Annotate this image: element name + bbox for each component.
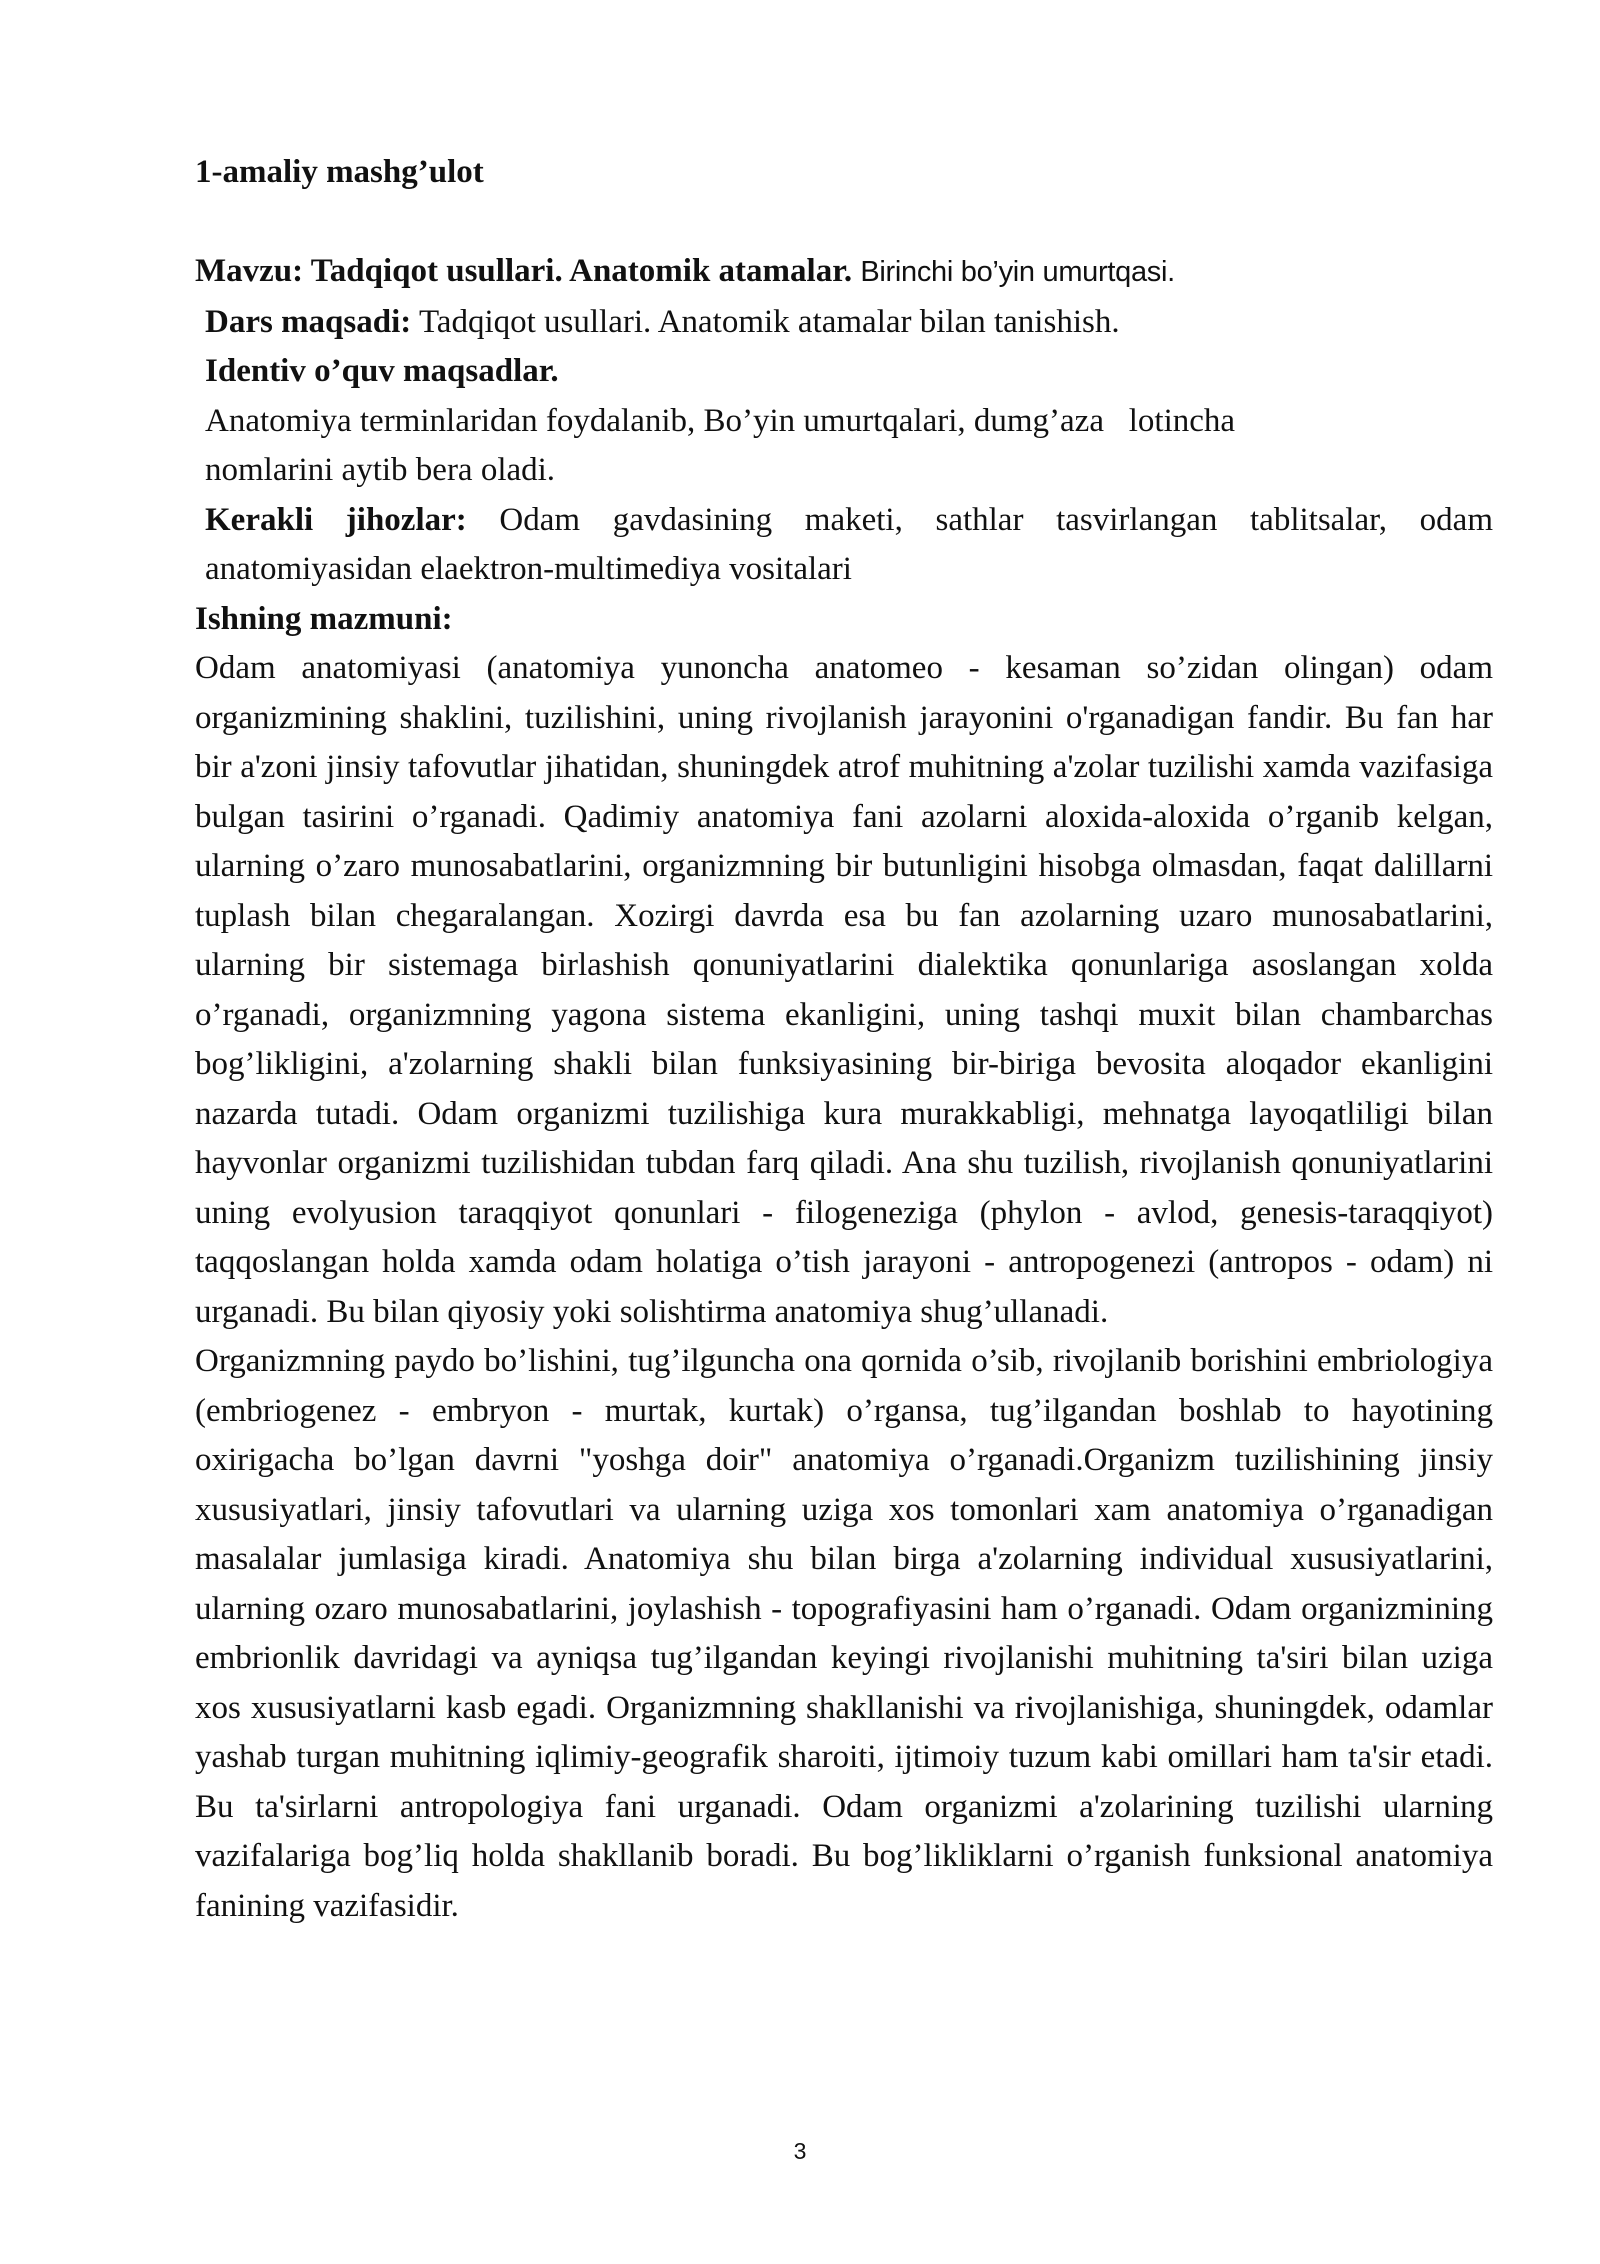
- learning-objectives-line1: Anatomiya terminlaridan foydalanib, Bo’yin umurtqalari, dumg’aza lotincha: [205, 402, 1236, 439]
- lesson-goal-label: Dars maqsadi:: [205, 303, 412, 340]
- topic-text: Birinchi bo’yin umurtqasi.: [860, 256, 1175, 288]
- page-heading: 1-amaliy mashg’ulot: [195, 154, 484, 190]
- equipment-label: Kerakli jihozlar:: [205, 501, 467, 538]
- content-paragraph-2: Organizmning paydo bo’lishini, tug’ilguncha ona qornida o’sib, rivojlanib borishini embriologiya (embriogenez - embryon - murtak, kurtak) o’rgansa, tug’ilgandan boshlab to hayotining oxirigacha bo’lgan davrni "yoshga doir" anatomiya o’rganadi.Organizm tuzilishining jinsiy xususiyatlari, jinsiy tafovutlari va ularning uziga xos tomonlari xam anatomiya o’rganadigan masalalar jumlasiga kiradi. Anatomiya shu bilan birga a'zolarning individual xususiyatlarini, ularning ozaro munosabatlarini, joylashish - topografiyasini ham o’rganadi. Odam organizmining embrionlik davridagi va ayniqsa tug’ilgandan keyingi rivojlanishi muhitning ta'siri bilan uziga xos xususiyatlarni kasb egadi. Organizmning shakllanishi va rivojlanishiga, shuningdek, odamlar yashab turgan muhitning iqlimiy-geografik sharoiti, ijtimoiy tuzum kabi omillari ham ta'sir etadi. Bu ta'sirlarni antropologiya fani urganadi. Odam organizmi a'zolarining tuzilishi ularning vazifalariga bog’liq holda shakllanib boradi. Bu bog’likliklarni o’rganish funksional anatomiya fanining vazifasidir.: [195, 1343, 1493, 1924]
- equipment-text: Odam gavdasining maketi, sathlar tasvirlangan tablitsalar, odam anatomiyasidan elaektron-multimediya vositalari: [205, 501, 1493, 587]
- lesson-goal-line: [195, 298, 1493, 348]
- content-label: Ishning mazmuni:: [195, 600, 453, 637]
- page-number: 3: [793, 2138, 807, 2164]
- learning-objectives-label: Identiv o’quv maqsadlar.: [205, 353, 559, 389]
- lesson-goal-text: Tadqiqot usullari. Anatomik atamalar bilan tanishish.: [418, 303, 1120, 340]
- topic-label: Mavzu: Tadqiqot usullari. Anatomik atamalar.: [195, 253, 853, 289]
- content-paragraph-1: Odam anatomiyasi (anatomiya yunoncha anatomeo - kesaman so’zidan olingan) odam organizmining shaklini, tuzilishini, uning rivojlanish jarayonini o'rganadigan fandir. Bu fan har bir a'zoni jinsiy tafovutlar jihatidan, shuningdek atrof muhitning a'zolar tuzilishi xamda vazifasiga bulgan tasirini o’rganadi. Qadimiy anatomiya fani azolarni aloxida-aloxida o’rganib kelgan, ularning o’zaro munosabatlarini, organizmning bir butunligini hisobga olmasdan, faqat dalillarni tuplash bilan chegaralangan. Xozirgi davrda esa bu fan azolarning uzaro munosabatlarini, ularning bir sistemaga birlashish qonuniyatlarini dialektika qonunlariga asoslangan xolda o’rganadi, organizmning yagona sistema ekanligini, uning tashqi muxit bilan chambarchas bog’likligini, a'zolarning shakli bilan funksiyasining bir-biriga bevosita aloqador ekanligini nazarda tutadi. Odam organizmi tuzilishiga kura murakkabligi, mehnatga layoqatliligi bilan hayvonlar organizmi tuzilishidan tubdan farq qiladi. Ana shu tuzilish, rivojlanish qonuniyatlarini uning evolyusion taraqqiyot qonunlari - filogeneziga (phylon - avlod, genesis-taraqqiyot) taqqoslangan holda xamda odam holatiga o’tish jarayoni - antropogenezi (antropos - odam) ni urganadi. Bu bilan qiyosiy yoki solishtirma anatomiya shug’ullanadi.: [195, 650, 1493, 1330]
- topic-line: [195, 247, 1493, 298]
- learning-objectives-line2: nomlarini aytib bera oladi.: [205, 452, 556, 488]
- page-content: [195, 148, 1493, 1931]
- equipment-paragraph: [195, 496, 1493, 595]
- spacer: [195, 198, 1493, 248]
